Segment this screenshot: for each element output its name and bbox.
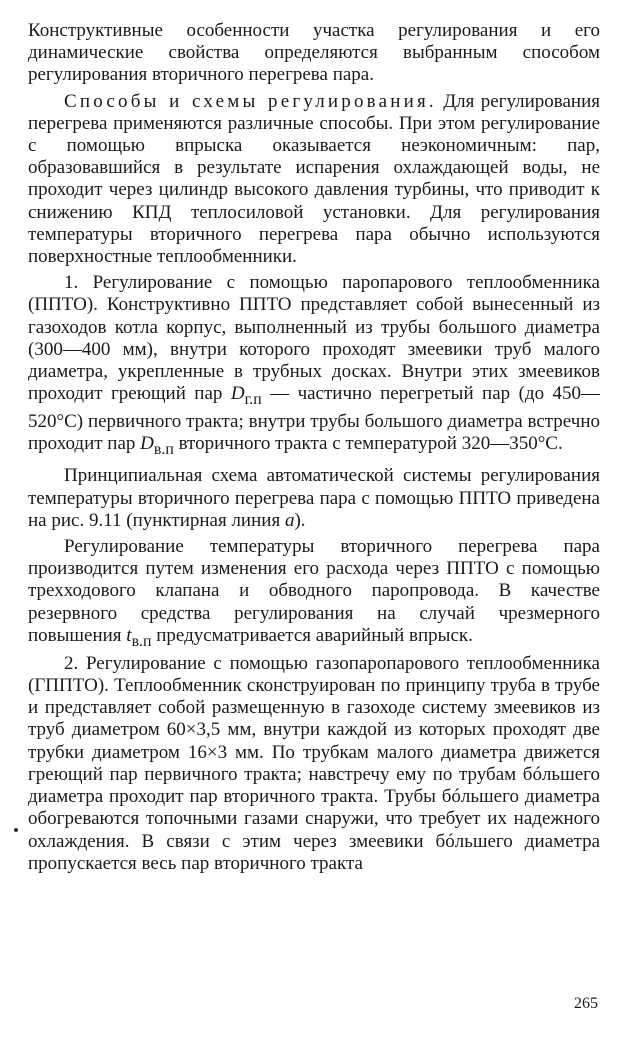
symbol-d-heating: D (230, 383, 245, 405)
paragraph-scheme (28, 465, 600, 532)
paragraph-gppto-text: 2. Регулирование с помощью газопаропарового теплообменника (ГППТО). Теплообменник сконструирован по принципу труба в трубе и представляет собой размещенную в газоходе систему змеевиков из труб диаметром 60×3,5 мм, внутри каждой из которых проходят две трубки диаметром 16×3 мм. По трубкам малого диаметра движется греющий пар первичного тракта; навстречу ему по трубам бóльшего диаметра проходит пар вторичного тракта. Трубы бóльшего диаметра обогреваются топочными газами снаружи, что требует их надежного охлаждения. В связи с этим через змеевики бóльшего диаметра пропускается весь пар вторичного тракта (28, 652, 600, 874)
paragraph-scheme-text-b: ). (294, 509, 306, 531)
symbol-t: t (126, 624, 132, 646)
paragraph-ppto-text-c: вторичного тракта с температурой 320—350°С. (173, 433, 563, 455)
margin-dot (14, 828, 18, 832)
page-body (28, 20, 600, 875)
page-number: 265 (574, 995, 598, 1012)
paragraph-methods-text: Для регулирования перегрева применяются различные способы. При этом регулирование с помощью впрыска оказывается неэкономичным: пар, образовавшийся в результате испарения охлаждающей воды, не проходит через цилиндр высокого давления турбины, что приводит к снижению КПД теплосиловой установки. Для регулирования температуры вторичного перегрева пара обычно используются поверхностные теплообменники. (28, 90, 600, 268)
paragraph-ppto (28, 272, 600, 461)
paragraph-control-text-b: предусматривается аварийный впрыск. (151, 624, 473, 646)
paragraph-methods (28, 91, 600, 269)
paragraph-ppto-text-a: 1. Регулирование с помощью паропарового теплообменника (ППТО). Конструктивно ППТО представляет собой вынесенный из газоходов котла корпус, выполненный из трубы большого диаметра (300—400 мм), внутри которого проходят змеевики труб малого диаметра, укрепленные в трубных досках. Внутри этих змеевиков проходит греющий пар (28, 272, 600, 405)
paragraph-control-text-a: Регулирование температуры вторичного перегрева пара производится путем изменения его расхода через ППТО с помощью трехходового клапана и обводного паропровода. В качестве резервного средства регулирования на случай чрезмерного повышения (28, 536, 600, 646)
paragraph-ppto-text-b: — частично перегретый пар (до 450—520°С) первичного тракта; внутри трубы большого диаметра встречно проходит пар (28, 383, 600, 455)
subscript-vp: в.п (153, 441, 174, 459)
section-heading-methods: Способы и схемы регулирования. (64, 90, 437, 112)
subscript-gp: г.п (244, 391, 262, 409)
subscript-t-vp: в.п (131, 632, 152, 650)
symbol-d-secondary: D (140, 433, 154, 455)
paragraph-intro (28, 20, 600, 87)
paragraph-control (28, 536, 600, 653)
paragraph-gppto (28, 653, 600, 875)
symbol-line-a: а (284, 509, 295, 531)
paragraph-intro-text: Конструктивные особенности участка регулирования и его динамические свойства определяются выбранным способом регулирования вторичного перегрева пара. (28, 20, 600, 86)
paragraph-scheme-text-a: Принципиальная схема автоматической системы регулирования температуры вторичного перегрева пара с помощью ППТО приведена на рис. 9.11 (пунктирная линия (28, 465, 600, 531)
